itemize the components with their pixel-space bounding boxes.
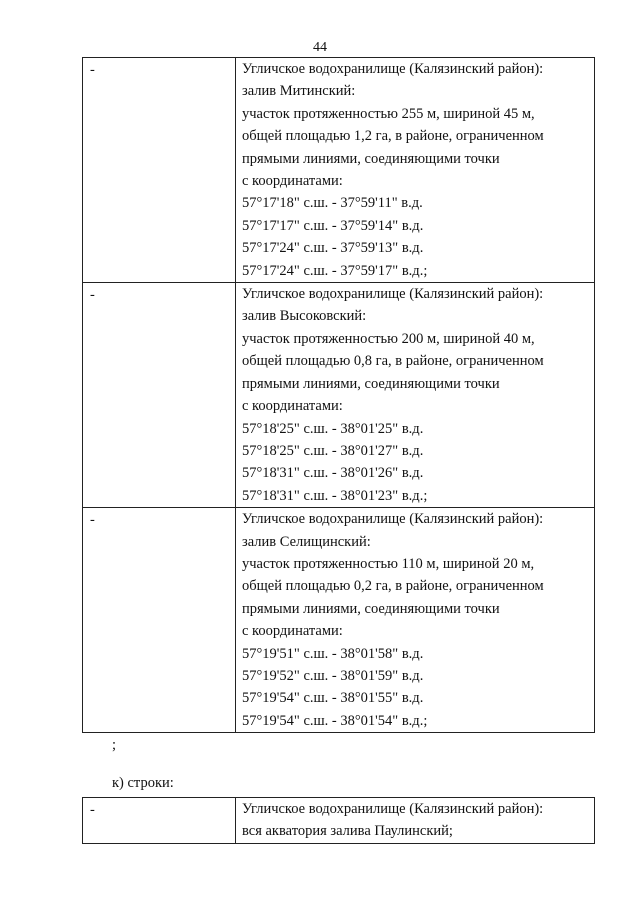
coordinate-line: 57°18'25" с.ш. - 38°01'25" в.д.	[242, 420, 424, 437]
coordinate-line: 57°17'18" с.ш. - 37°59'11" в.д.	[242, 195, 423, 212]
section-k-table	[82, 797, 595, 844]
coordinates-heading: с координатами:	[242, 398, 343, 415]
section-size-line: участок протяженностью 200 м, шириной 40 м,	[242, 330, 535, 347]
reservoir-line: Угличское водохранилище (Калязинский район):	[242, 61, 544, 77]
coordinates-heading: с координатами:	[242, 173, 343, 190]
row-description-cell	[236, 508, 595, 733]
row-marker: -	[90, 512, 95, 529]
area-line: общей площадью 0,2 га, в районе, ограниченном	[242, 578, 544, 595]
bay-name-line: залив Митинский:	[242, 83, 356, 100]
boundary-line: прямыми линиями, соединяющими точки	[242, 375, 500, 392]
coordinate-line: 57°18'25" с.ш. - 38°01'27" в.д.	[242, 442, 424, 459]
boundary-line: прямыми линиями, соединяющими точки	[242, 150, 500, 167]
table-row	[83, 283, 595, 508]
reservoir-line: Угличское водохранилище (Калязинский район):	[242, 286, 544, 303]
bay-name-line: вся акватория залива Паулинский;	[242, 823, 453, 840]
trailing-semicolon: ;	[112, 737, 117, 753]
area-line: общей площадью 0,8 га, в районе, ограниченном	[242, 353, 544, 370]
coordinates-heading: с координатами:	[242, 623, 343, 640]
area-line: общей площадью 1,2 га, в районе, ограниченном	[242, 128, 544, 145]
row-marker-cell	[83, 58, 236, 283]
section-size-line: участок протяженностью 255 м, шириной 45 м,	[242, 105, 535, 122]
coordinate-line: 57°18'31" с.ш. - 38°01'23" в.д.;	[242, 487, 428, 504]
section-k-label: к) строки:	[112, 775, 174, 791]
reservoir-line: Угличское водохранилище (Калязинский район):	[242, 801, 544, 817]
boundary-line: прямыми линиями, соединяющими точки	[242, 600, 500, 617]
row-description-cell	[236, 283, 595, 508]
reservoir-line: Угличское водохранилище (Калязинский район):	[242, 511, 544, 528]
zones-table	[82, 57, 595, 733]
row-marker-cell	[83, 798, 236, 844]
row-description-cell	[236, 798, 595, 844]
row-marker: -	[90, 802, 95, 818]
coordinate-line: 57°17'24" с.ш. - 37°59'17" в.д.;	[242, 262, 428, 279]
coordinate-line: 57°17'17" с.ш. - 37°59'14" в.д.	[242, 217, 424, 234]
bay-name-line: залив Высоковский:	[242, 308, 367, 325]
page-number: 44	[313, 40, 327, 55]
coordinate-line: 57°19'51" с.ш. - 38°01'58" в.д.	[242, 645, 424, 662]
coordinate-line: 57°19'52" с.ш. - 38°01'59" в.д.	[242, 667, 424, 684]
row-marker-cell	[83, 283, 236, 508]
coordinate-line: 57°19'54" с.ш. - 38°01'54" в.д.;	[242, 712, 428, 729]
row-description-cell	[236, 58, 595, 283]
coordinate-line: 57°18'31" с.ш. - 38°01'26" в.д.	[242, 465, 424, 482]
coordinate-line: 57°19'54" с.ш. - 38°01'55" в.д.	[242, 690, 424, 707]
row-marker: -	[90, 287, 95, 304]
table-row	[83, 508, 595, 733]
row-marker: -	[90, 62, 95, 78]
coordinate-line: 57°17'24" с.ш. - 37°59'13" в.д.	[242, 240, 424, 257]
section-size-line: участок протяженностью 110 м, шириной 20 м,	[242, 555, 535, 572]
table-row	[83, 58, 595, 283]
bay-name-line: залив Селищинский:	[242, 533, 371, 550]
row-marker-cell	[83, 508, 236, 733]
table-row	[83, 798, 595, 844]
